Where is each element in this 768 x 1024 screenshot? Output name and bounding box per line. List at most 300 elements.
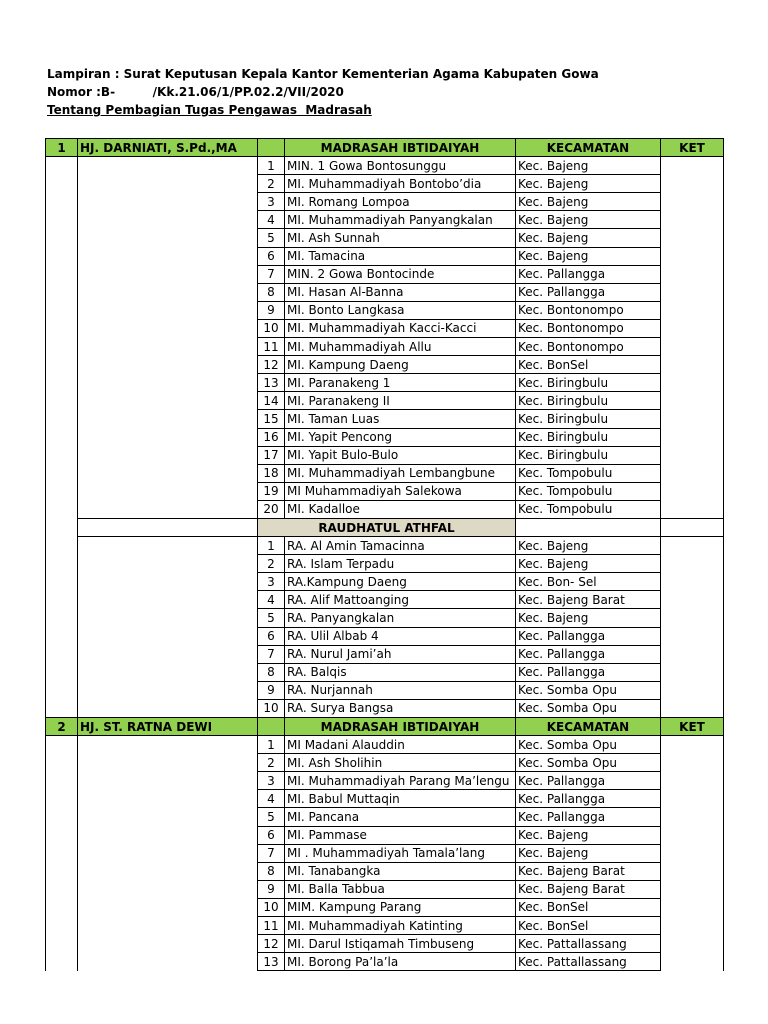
info-column-blank <box>78 573 258 591</box>
school-row <box>46 808 724 826</box>
school-name: MI. Muhammadiyah Bontobo’dia <box>285 175 516 193</box>
info-column-blank <box>78 826 258 844</box>
info-column-blank <box>78 211 258 229</box>
school-name: RA. Panyangkalan <box>285 609 516 627</box>
school-district: Kec. Tompobulu <box>516 482 661 500</box>
number-column-blank <box>46 844 78 862</box>
school-index: 10 <box>258 898 285 916</box>
info-column-blank <box>78 844 258 862</box>
school-name: RA. Nurjannah <box>285 681 516 699</box>
school-index: 5 <box>258 229 285 247</box>
number-column-blank <box>46 953 78 971</box>
school-name: MI. Kadalloe <box>285 500 516 518</box>
school-name: MI. Darul Istiqamah Timbuseng <box>285 935 516 953</box>
note-cell <box>661 573 724 591</box>
school-name: MIN. 1 Gowa Bontosunggu <box>285 157 516 175</box>
school-name: MI. Borong Pa’la’la <box>285 953 516 971</box>
school-index: 2 <box>258 175 285 193</box>
note-cell <box>661 736 724 754</box>
school-row <box>46 555 724 573</box>
note-cell <box>661 356 724 374</box>
number-column-blank <box>46 518 78 536</box>
school-index: 7 <box>258 844 285 862</box>
info-column-blank <box>78 681 258 699</box>
school-district: Kec. Bajeng Barat <box>516 862 661 880</box>
note-cell <box>661 591 724 609</box>
supervisor-number: 2 <box>46 718 78 736</box>
school-district: Kec. Bajeng <box>516 229 661 247</box>
school-name: MI. Bonto Langkasa <box>285 301 516 319</box>
column-header-school: MADRASAH IBTIDAIYAH <box>285 139 516 157</box>
note-cell <box>661 229 724 247</box>
school-district: Kec. Bajeng Barat <box>516 880 661 898</box>
school-row <box>46 193 724 211</box>
school-district: Kec. Tompobulu <box>516 500 661 518</box>
school-index: 8 <box>258 283 285 301</box>
note-cell <box>661 319 724 337</box>
school-district: Kec. Somba Opu <box>516 681 661 699</box>
school-row <box>46 374 724 392</box>
school-row <box>46 917 724 935</box>
school-district: Kec. Bajeng <box>516 609 661 627</box>
school-row <box>46 392 724 410</box>
number-column-blank <box>46 591 78 609</box>
note-cell <box>661 446 724 464</box>
number-column-blank <box>46 410 78 428</box>
info-column-blank <box>78 862 258 880</box>
number-column-blank <box>46 808 78 826</box>
note-cell <box>661 193 724 211</box>
school-row <box>46 482 724 500</box>
school-district: Kec. Bajeng <box>516 844 661 862</box>
supervisor-name: HJ. ST. RATNA DEWI <box>78 718 258 736</box>
note-cell <box>661 953 724 971</box>
school-name: MI. Muhammadiyah Lembangbune <box>285 464 516 482</box>
school-district: Kec. Tompobulu <box>516 464 661 482</box>
school-name: RA.Kampung Daeng <box>285 573 516 591</box>
note-cell <box>661 555 724 573</box>
school-row <box>46 573 724 591</box>
school-name: MI. Muhammadiyah Katinting <box>285 917 516 935</box>
subject-text: Tentang Pembagian Tugas Pengawas Madrasah <box>47 103 372 117</box>
school-index: 4 <box>258 790 285 808</box>
school-index: 2 <box>258 555 285 573</box>
school-name: MI. Muhammadiyah Allu <box>285 338 516 356</box>
info-column-blank <box>78 410 258 428</box>
number-column-blank <box>46 645 78 663</box>
note-cell <box>661 754 724 772</box>
school-name: MI. Yapit Pencong <box>285 428 516 446</box>
school-name: MI. Muhammadiyah Parang Ma’lengu <box>285 772 516 790</box>
info-column-blank <box>78 283 258 301</box>
note-cell <box>661 898 724 916</box>
school-district: Kec. Pallangga <box>516 808 661 826</box>
info-column-blank <box>78 229 258 247</box>
header-blank-cell <box>258 718 285 736</box>
school-index: 11 <box>258 338 285 356</box>
number-column-blank <box>46 555 78 573</box>
note-cell <box>661 392 724 410</box>
info-column-blank <box>78 898 258 916</box>
number-column-blank <box>46 193 78 211</box>
supervisor-assignment-table <box>45 138 724 971</box>
number-column-blank <box>46 229 78 247</box>
school-name: MI. Muhammadiyah Panyangkalan <box>285 211 516 229</box>
number-column-blank <box>46 211 78 229</box>
note-cell <box>661 265 724 283</box>
note-cell <box>661 301 724 319</box>
number-column-blank <box>46 917 78 935</box>
info-column-blank <box>78 645 258 663</box>
info-column-blank <box>78 808 258 826</box>
note-cell <box>661 645 724 663</box>
info-column-blank <box>78 301 258 319</box>
school-district: Kec. BonSel <box>516 917 661 935</box>
school-name: MI Muhammadiyah Salekowa <box>285 482 516 500</box>
school-name: RA. Islam Terpadu <box>285 555 516 573</box>
school-index: 9 <box>258 301 285 319</box>
school-name: MI. Tanabangka <box>285 862 516 880</box>
school-index: 14 <box>258 392 285 410</box>
school-row <box>46 862 724 880</box>
school-district: Kec. Bajeng <box>516 211 661 229</box>
school-row <box>46 736 724 754</box>
header-blank-cell <box>258 139 285 157</box>
school-name: MI. Balla Tabbua <box>285 880 516 898</box>
supervisor-number: 1 <box>46 139 78 157</box>
note-cell <box>661 609 724 627</box>
school-district: Kec. Pallangga <box>516 283 661 301</box>
number-column-blank <box>46 247 78 265</box>
school-row <box>46 699 724 717</box>
school-district: Kec. Biringbulu <box>516 428 661 446</box>
school-row <box>46 754 724 772</box>
school-row <box>46 211 724 229</box>
info-column-blank <box>78 699 258 717</box>
school-district: Kec. Somba Opu <box>516 754 661 772</box>
supervisor-name: HJ. DARNIATI, S.Pd.,MA <box>78 139 258 157</box>
number-column-blank <box>46 356 78 374</box>
school-row <box>46 301 724 319</box>
school-index: 6 <box>258 826 285 844</box>
school-district: Kec. Biringbulu <box>516 410 661 428</box>
school-row <box>46 844 724 862</box>
school-index: 3 <box>258 573 285 591</box>
number-column-blank <box>46 500 78 518</box>
info-column-blank <box>78 935 258 953</box>
number-column-blank <box>46 283 78 301</box>
school-index: 10 <box>258 699 285 717</box>
school-name: MIN. 2 Gowa Bontocinde <box>285 265 516 283</box>
note-cell <box>661 808 724 826</box>
school-row <box>46 880 724 898</box>
school-name: MI. Yapit Bulo-Bulo <box>285 446 516 464</box>
number-column-blank <box>46 880 78 898</box>
school-district: Kec. Biringbulu <box>516 392 661 410</box>
school-index: 3 <box>258 772 285 790</box>
school-index: 17 <box>258 446 285 464</box>
column-header-note: KET <box>661 139 724 157</box>
school-row <box>46 935 724 953</box>
note-cell <box>661 175 724 193</box>
school-index: 8 <box>258 663 285 681</box>
info-column-blank <box>78 338 258 356</box>
school-index: 15 <box>258 410 285 428</box>
school-row <box>46 283 724 301</box>
school-index: 11 <box>258 917 285 935</box>
school-row <box>46 772 724 790</box>
school-district: Kec. Somba Opu <box>516 736 661 754</box>
school-district: Kec. Bajeng <box>516 247 661 265</box>
note-cell <box>661 247 724 265</box>
school-row <box>46 157 724 175</box>
school-district: Kec. Pallangga <box>516 663 661 681</box>
letter-subject-line <box>47 103 372 117</box>
number-column-blank <box>46 319 78 337</box>
number-column-blank <box>46 681 78 699</box>
number-column-blank <box>46 537 78 555</box>
info-column-blank <box>78 953 258 971</box>
info-column-blank <box>78 609 258 627</box>
note-cell <box>661 699 724 717</box>
info-column-blank <box>78 500 258 518</box>
school-name: MI. Pancana <box>285 808 516 826</box>
school-row <box>46 826 724 844</box>
school-row <box>46 428 724 446</box>
school-index: 7 <box>258 645 285 663</box>
number-column-blank <box>46 609 78 627</box>
school-row <box>46 663 724 681</box>
school-name: RA. Nurul Jami’ah <box>285 645 516 663</box>
school-row <box>46 464 724 482</box>
number-column-blank <box>46 862 78 880</box>
school-index: 13 <box>258 374 285 392</box>
column-header-school: MADRASAH IBTIDAIYAH <box>285 718 516 736</box>
number-column-blank <box>46 573 78 591</box>
school-index: 7 <box>258 265 285 283</box>
info-column-blank <box>78 555 258 573</box>
letter-number-line: Nomor :B- /Kk.21.06/1/PP.02.2/VII/2020 <box>47 85 344 99</box>
supervisor-header-row <box>46 718 724 736</box>
school-index: 16 <box>258 428 285 446</box>
school-row <box>46 229 724 247</box>
school-row <box>46 446 724 464</box>
school-index: 8 <box>258 862 285 880</box>
note-cell <box>661 410 724 428</box>
school-row <box>46 247 724 265</box>
number-column-blank <box>46 754 78 772</box>
school-district: Kec. BonSel <box>516 898 661 916</box>
school-district: Kec. Bajeng <box>516 193 661 211</box>
note-cell <box>661 157 724 175</box>
supervisor-header-row <box>46 139 724 157</box>
info-column-blank <box>78 392 258 410</box>
school-name: MI . Muhammadiyah Tamala’lang <box>285 844 516 862</box>
number-column-blank <box>46 392 78 410</box>
school-district: Kec. Bon- Sel <box>516 573 661 591</box>
supervisor-rank <box>78 175 258 193</box>
school-index: 4 <box>258 211 285 229</box>
ra-section-header-row <box>46 518 724 536</box>
school-index: 1 <box>258 736 285 754</box>
school-name: MI. Romang Lompoa <box>285 193 516 211</box>
school-row <box>46 790 724 808</box>
info-column-blank <box>78 591 258 609</box>
school-district: Kec. Bajeng <box>516 537 661 555</box>
note-cell <box>661 772 724 790</box>
school-name: MI. Hasan Al-Banna <box>285 283 516 301</box>
school-district: Kec. Pallangga <box>516 790 661 808</box>
note-cell <box>661 917 724 935</box>
school-row <box>46 175 724 193</box>
number-column-blank <box>46 175 78 193</box>
school-row <box>46 410 724 428</box>
school-row <box>46 500 724 518</box>
school-row <box>46 953 724 971</box>
school-name: MI. Kampung Daeng <box>285 356 516 374</box>
school-name: MI. Ash Sholihin <box>285 754 516 772</box>
info-column-blank <box>78 265 258 283</box>
number-column-blank <box>46 374 78 392</box>
school-name: MI Madani Alauddin <box>285 736 516 754</box>
school-index: 6 <box>258 247 285 265</box>
info-column-blank <box>78 772 258 790</box>
school-index: 9 <box>258 681 285 699</box>
note-cell <box>661 464 724 482</box>
school-name: MIM. Kampung Parang <box>285 898 516 916</box>
school-index: 3 <box>258 193 285 211</box>
school-index: 9 <box>258 880 285 898</box>
school-name: MI. Taman Luas <box>285 410 516 428</box>
number-column-blank <box>46 736 78 754</box>
note-cell <box>661 283 724 301</box>
supervisor-nip <box>78 157 258 175</box>
number-column-blank <box>46 157 78 175</box>
note-cell <box>661 862 724 880</box>
note-cell <box>661 211 724 229</box>
note-cell <box>661 880 724 898</box>
school-index: 12 <box>258 356 285 374</box>
number-column-blank <box>46 826 78 844</box>
number-column-blank <box>46 935 78 953</box>
school-row <box>46 338 724 356</box>
school-district: Kec. Bontonompo <box>516 319 661 337</box>
school-district: Kec. BonSel <box>516 356 661 374</box>
note-cell <box>661 826 724 844</box>
note-cell <box>661 663 724 681</box>
number-column-blank <box>46 790 78 808</box>
number-column-blank <box>46 446 78 464</box>
school-index: 6 <box>258 627 285 645</box>
school-name: MI. Babul Muttaqin <box>285 790 516 808</box>
letter-attachment-line: Lampiran : Surat Keputusan Kepala Kantor Kementerian Agama Kabupaten Gowa <box>47 67 599 81</box>
school-row <box>46 537 724 555</box>
school-row <box>46 645 724 663</box>
info-column-blank <box>78 482 258 500</box>
school-district: Kec. Pallangga <box>516 645 661 663</box>
school-index: 10 <box>258 319 285 337</box>
info-column-blank <box>78 790 258 808</box>
school-index: 20 <box>258 500 285 518</box>
school-index: 19 <box>258 482 285 500</box>
school-row <box>46 356 724 374</box>
number-column-blank <box>46 338 78 356</box>
info-column-blank <box>78 663 258 681</box>
note-cell <box>661 935 724 953</box>
number-column-blank <box>46 482 78 500</box>
note-cell <box>661 338 724 356</box>
info-column-blank <box>78 193 258 211</box>
school-row <box>46 265 724 283</box>
info-column-blank <box>78 464 258 482</box>
info-column-blank <box>78 319 258 337</box>
school-district: Kec. Bontonompo <box>516 338 661 356</box>
note-cell <box>661 428 724 446</box>
number-column-blank <box>46 265 78 283</box>
school-district: Kec. Pattallassang <box>516 953 661 971</box>
note-cell <box>661 482 724 500</box>
school-district: Kec. Pallangga <box>516 627 661 645</box>
school-index: 1 <box>258 537 285 555</box>
school-index: 12 <box>258 935 285 953</box>
school-name: MI. Paranakeng 1 <box>285 374 516 392</box>
note-cell <box>661 627 724 645</box>
school-district: Kec. Bajeng <box>516 157 661 175</box>
school-district: Kec. Pattallassang <box>516 935 661 953</box>
school-name: MI. Muhammadiyah Kacci-Kacci <box>285 319 516 337</box>
school-row <box>46 609 724 627</box>
school-district: Kec. Bajeng <box>516 826 661 844</box>
note-cell <box>661 537 724 555</box>
school-row <box>46 681 724 699</box>
note-cell <box>661 500 724 518</box>
info-column-blank <box>78 518 258 536</box>
info-column-blank <box>78 627 258 645</box>
info-column-blank <box>78 917 258 935</box>
school-index: 1 <box>258 157 285 175</box>
school-district: Kec. Pallangga <box>516 772 661 790</box>
school-district: Kec. Bontonompo <box>516 301 661 319</box>
note-cell <box>661 844 724 862</box>
column-header-district: KECAMATAN <box>516 139 661 157</box>
info-column-blank <box>78 446 258 464</box>
supervisor-rank <box>78 754 258 772</box>
school-name: RA. Balqis <box>285 663 516 681</box>
number-column-blank <box>46 699 78 717</box>
school-index: 2 <box>258 754 285 772</box>
school-index: 5 <box>258 609 285 627</box>
school-index: 18 <box>258 464 285 482</box>
school-row <box>46 319 724 337</box>
school-name: MI. Tamacina <box>285 247 516 265</box>
district-blank <box>516 518 661 536</box>
school-district: Kec. Somba Opu <box>516 699 661 717</box>
ra-section-title: RAUDHATUL ATHFAL <box>258 518 516 536</box>
school-name: MI. Pammase <box>285 826 516 844</box>
school-district: Kec. Pallangga <box>516 265 661 283</box>
school-district: Kec. Biringbulu <box>516 446 661 464</box>
school-name: MI. Paranakeng II <box>285 392 516 410</box>
info-column-blank <box>78 247 258 265</box>
info-column-blank <box>78 428 258 446</box>
school-index: 4 <box>258 591 285 609</box>
supervisor-nip <box>78 736 258 754</box>
note-cell <box>661 790 724 808</box>
school-name: RA. Alif Mattoanging <box>285 591 516 609</box>
number-column-blank <box>46 898 78 916</box>
info-column-blank <box>78 880 258 898</box>
school-name: RA. Ulil Albab 4 <box>285 627 516 645</box>
